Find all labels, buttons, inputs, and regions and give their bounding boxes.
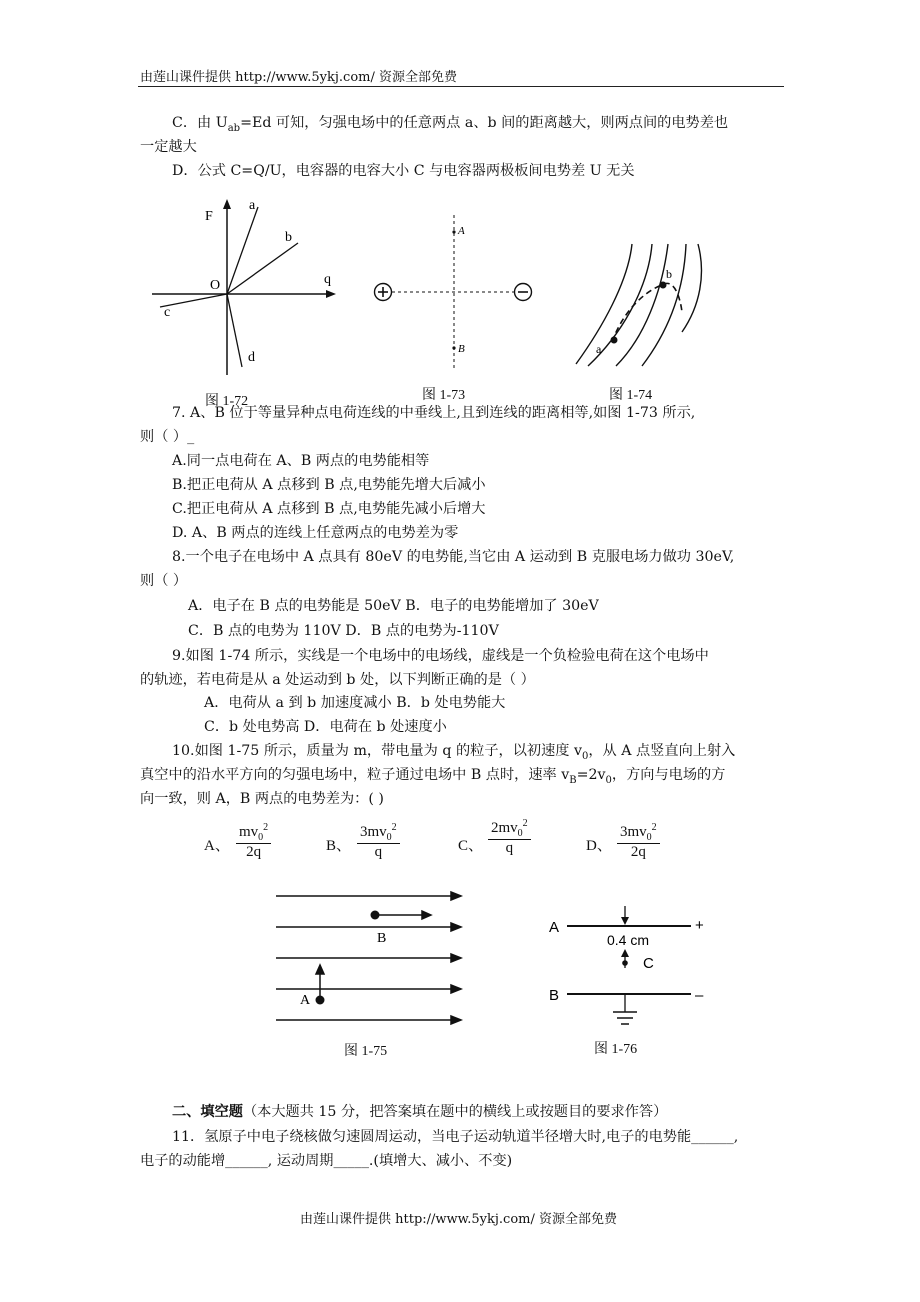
- caption-1-74: 图 1-74: [609, 388, 653, 403]
- q9-stem: 9.如图 1-74 所示，实线是一个电场中的电场线，虚线是一个负检验电荷在这个电场中: [172, 648, 709, 664]
- f73-label-B: B: [458, 343, 465, 355]
- q10-option-a-fraction: $\frac{mv_0^2}{2q}$: [236, 822, 271, 861]
- q9-options-cd: C．b 处电势高 D．电荷在 b 处速度小: [204, 719, 447, 735]
- f72-label-c: c: [164, 305, 171, 320]
- figure-1-76: [545, 900, 725, 1035]
- q9-stem-cont: 的轨迹，若电荷是从 a 处运动到 b 处，以下判断正确的是（ ）: [140, 672, 535, 688]
- header-rule: [138, 86, 784, 87]
- section-2-heading: 二、填空题（本大题共 15 分，把答案填在题中的横线上或按题目的要求作答）: [172, 1104, 668, 1120]
- page-footer: 由莲山课件提供 http://www.5ykj.com/ 资源全部免费: [300, 1212, 617, 1227]
- option-c-cont: 一定越大: [140, 139, 197, 155]
- f72-label-F: F: [205, 209, 213, 224]
- q10-option-d-fraction: $\frac{3mv_0^2}{2q}$: [617, 822, 660, 861]
- option-d-line: D．公式 C=Q/U，电容器的电容大小 C 与电容器两极板间电势差 U 无关: [172, 163, 635, 179]
- q8-options-ab: A．电子在 B 点的电势能是 50eV B．电子的电势能增加了 30eV: [188, 598, 599, 614]
- q8-stem: 8.一个电子在电场中 A 点具有 80eV 的电势能,当它由 A 运动到 B 克服电场力做功 30eV,: [172, 549, 735, 565]
- f72-label-d: d: [248, 350, 255, 365]
- f76-label-C: C: [643, 955, 654, 972]
- caption-1-75: 图 1-75: [344, 1044, 388, 1059]
- q7-stem-cont: 则（ ）_: [140, 429, 195, 445]
- q8-options-cd: C．B 点的电势为 110V D．B 点的电势为-110V: [188, 623, 499, 639]
- q11-stem-cont: 电子的动能增______, 运动周期_____.(填增大、减小、不变): [140, 1153, 513, 1169]
- q7-stem: 7. A、B 位于等量异种点电荷连线的中垂线上,且到连线的距离相等,如图 1-73 所示,: [172, 405, 696, 421]
- f72-label-b: b: [285, 230, 292, 245]
- f75-label-A: A: [300, 993, 311, 1008]
- q10-option-b-fraction: $\frac{3mv_0^2}{q}$: [357, 822, 400, 861]
- q7-option-d: D. A、B 两点的连线上任意两点的电势差为零: [172, 525, 459, 541]
- q7-option-c: C.把正电荷从 A 点移到 B 点,电势能先减小后增大: [172, 501, 486, 517]
- figure-1-72: [150, 195, 350, 385]
- f76-label-A: A: [549, 919, 560, 936]
- f73-label-A: A: [458, 225, 465, 237]
- f74-label-a: a: [596, 342, 602, 356]
- q7-option-a: A.同一点电荷在 A、B 两点的电势能相等: [172, 453, 430, 469]
- f76-label-B: B: [549, 987, 560, 1004]
- q9-options-ab: A．电荷从 a 到 b 加速度减小 B．b 处电势能大: [204, 695, 506, 711]
- q10-stem-cont: 真空中的沿水平方向的匀强电场中，粒子通过电场中 B 点时，速率 $v_B=2v_0$，方向与电场的方: [140, 767, 726, 786]
- f76-label-distance: 0.4 cm: [607, 932, 650, 948]
- q10-option-c-label: C、: [458, 838, 484, 854]
- q11-stem: 11．氢原子中电子绕核做匀速圆周运动，当电子运动轨道半径增大时,电子的电势能______,: [172, 1129, 739, 1145]
- figure-1-75: [276, 888, 466, 1028]
- f76-label-minus: –: [695, 987, 704, 1004]
- q10-option-b-label: B、: [326, 838, 352, 854]
- f75-label-B: B: [377, 931, 387, 946]
- figure-1-73: [370, 210, 540, 375]
- q10-stem-end: 向一致，则 A，B 两点的电势差为：( ): [140, 791, 384, 807]
- q8-stem-cont: 则（ ）: [140, 573, 188, 589]
- caption-1-73: 图 1-73: [422, 388, 466, 403]
- f72-label-q: q: [324, 272, 331, 287]
- f76-label-plus: +: [695, 917, 704, 934]
- q10-option-c-fraction: $\frac{2mv_0^2}{q}$: [488, 818, 531, 857]
- f74-label-b: b: [666, 267, 672, 281]
- caption-1-76: 图 1-76: [594, 1042, 638, 1057]
- q10-stem: 10.如图 1-75 所示，质量为 m，带电量为 q 的粒子，以初速度 $v_0$，从 A 点竖直向上射入: [172, 743, 736, 762]
- q10-option-a-label: A、: [204, 838, 230, 854]
- q7-option-b: B.把正电荷从 A 点移到 B 点,电势能先增大后减小: [172, 477, 486, 493]
- q10-option-d-label: D、: [586, 838, 612, 854]
- figure-1-74: [570, 240, 710, 370]
- page-header: 由莲山课件提供 http://www.5ykj.com/ 资源全部免费: [140, 70, 457, 85]
- f72-label-O: O: [210, 278, 221, 293]
- f72-label-a: a: [249, 198, 256, 213]
- caption-1-72: 图 1-72: [205, 394, 249, 409]
- option-c-line: C．由 $U_{ab}=Ed$ 可知，匀强电场中的任意两点 a、b 间的距离越大，则两点间的电势差也: [172, 115, 729, 134]
